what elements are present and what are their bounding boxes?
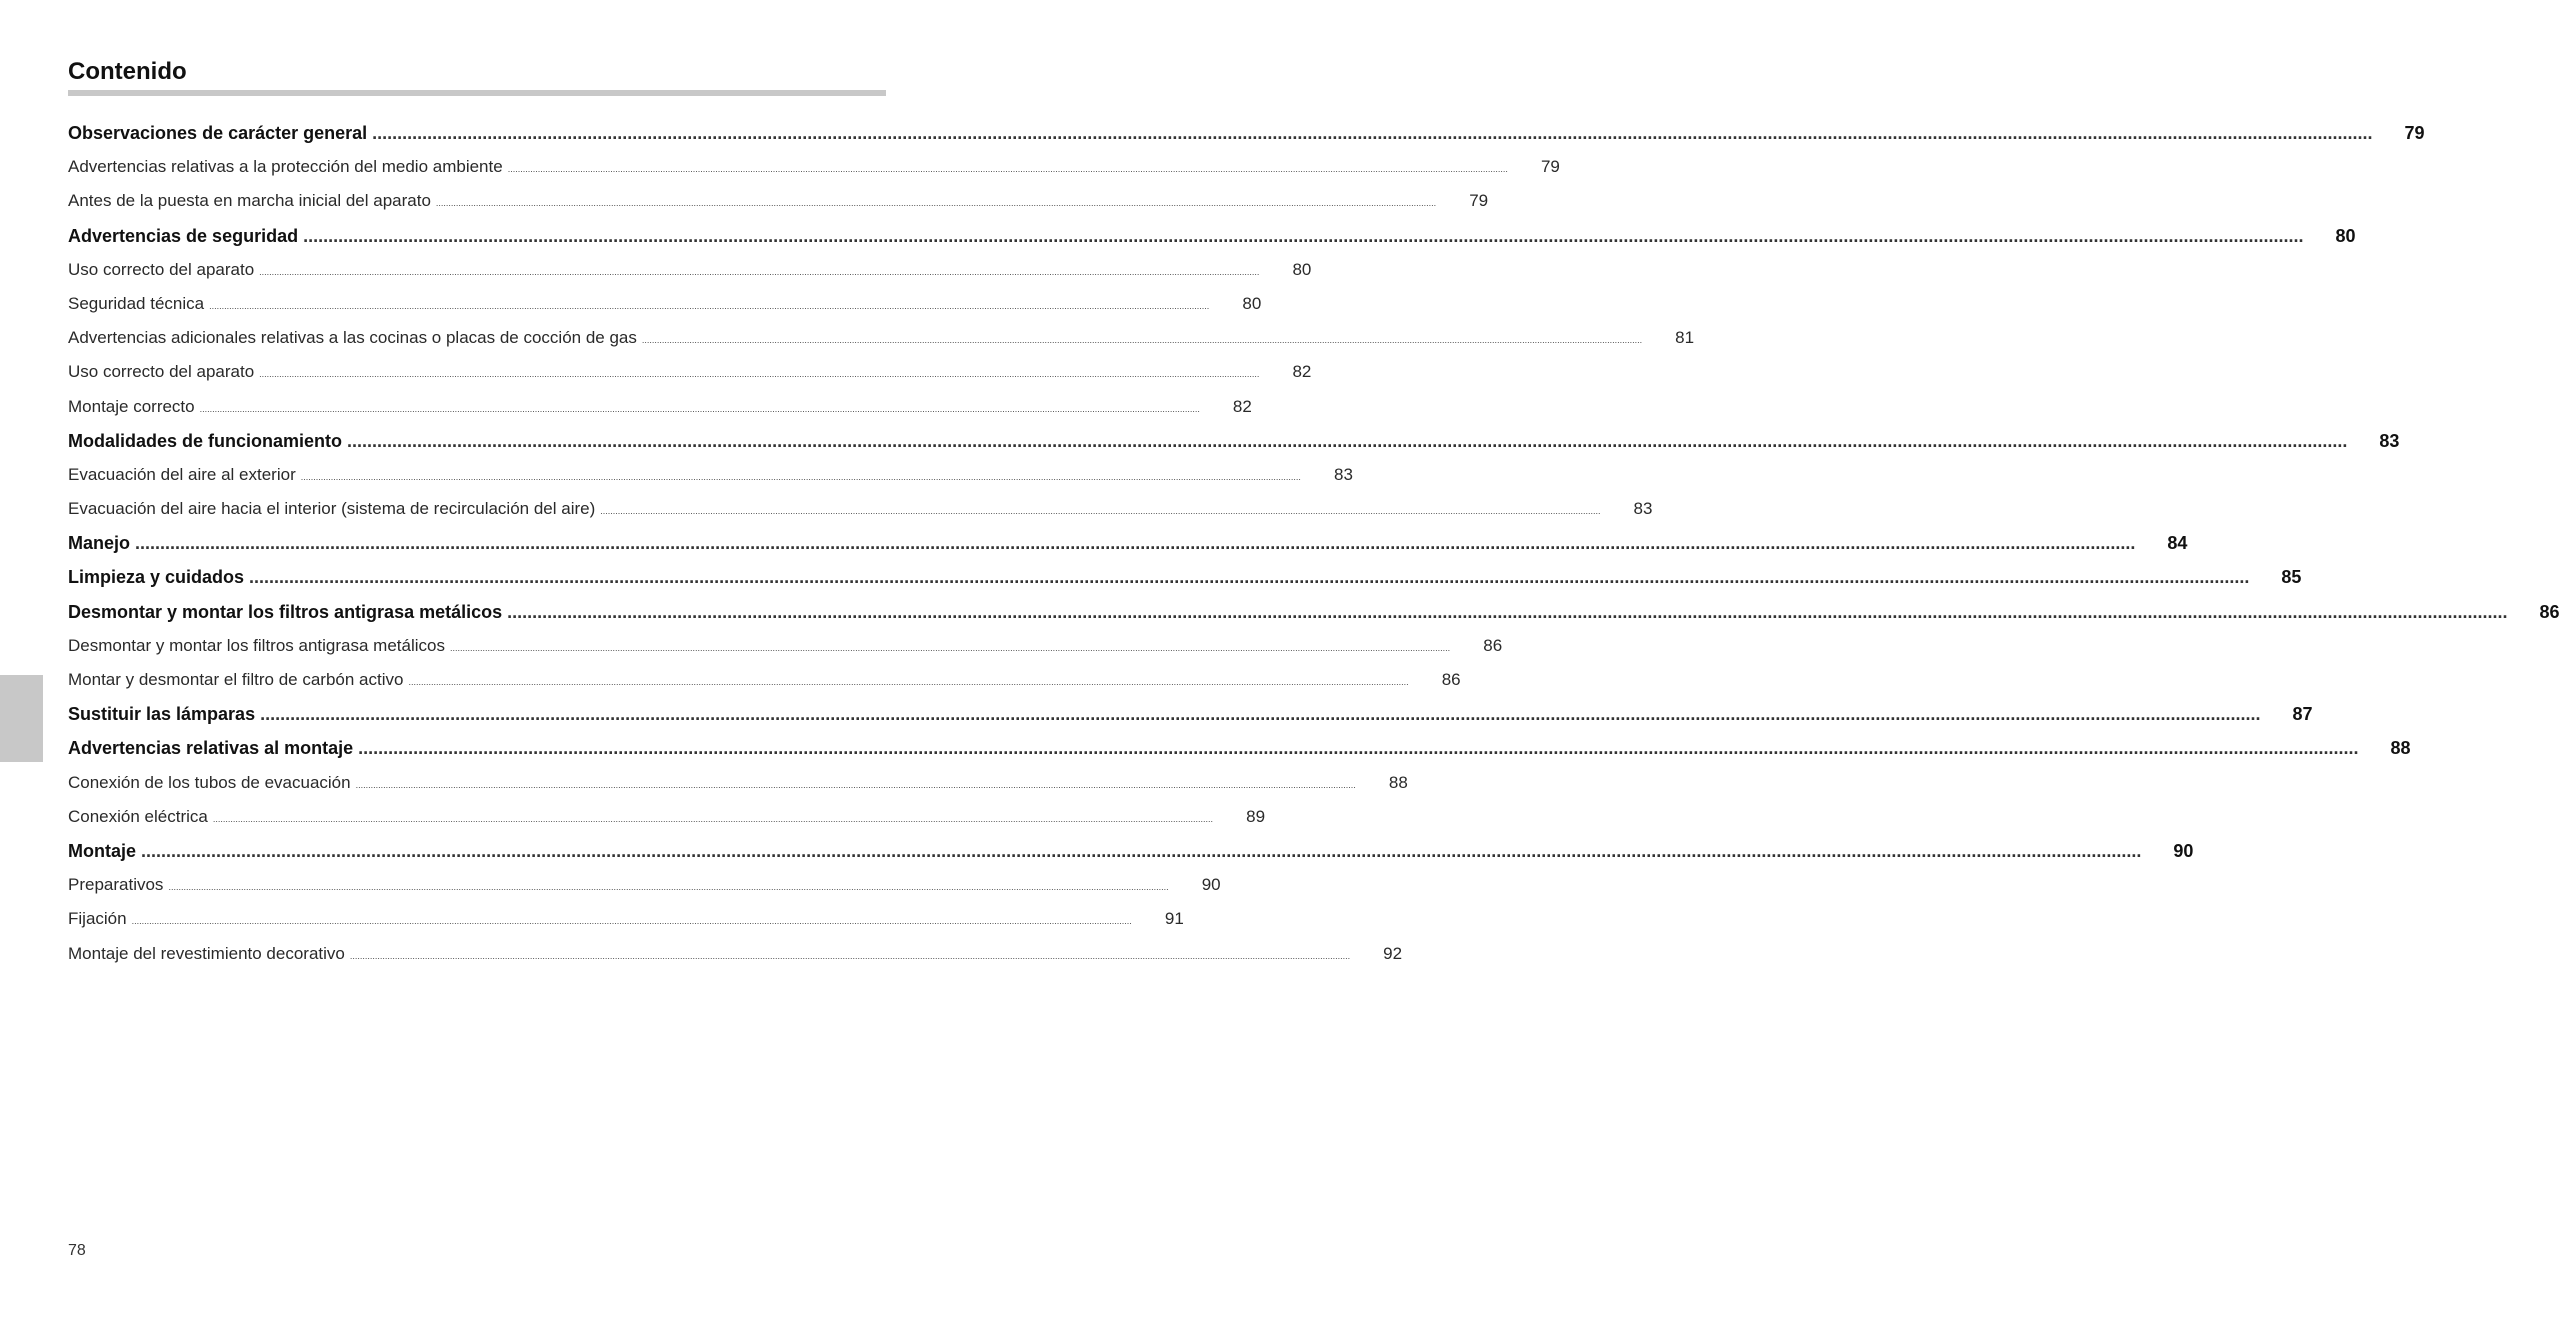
toc-entry-label: Manejo [68, 533, 131, 554]
dot-leader: ................................................................................................................................................................................................................................................................................................................................................................................................................ [349, 950, 1351, 961]
toc-subsection-entry[interactable] [68, 390, 1252, 424]
toc-entry-page: 83 [1334, 464, 1353, 484]
toc-entry-page: 89 [1246, 806, 1266, 826]
dot-leader: ................................................................................................................................................................................................................................................................................................................................................................................................................ [507, 164, 1508, 175]
toc-section-entry[interactable] [68, 834, 2194, 868]
dot-leader: ................................................................................................................................................................................................................................................................................................................................................................................................................ [199, 403, 1200, 414]
toc-subsection-entry[interactable] [68, 663, 1461, 697]
dot-leader: ................................................................................................................................................................................................................................................................................................................................................................................................................ [408, 677, 1409, 687]
dot-leader: ................................................................................................................................................................................................................................................................................................................................................................................................................ [449, 642, 1451, 653]
dot-leader: ................................................................................................................................................................................................................................................................................................................................................................................................................ [372, 123, 2373, 143]
title-rule [68, 90, 886, 96]
toc-entry-page: 88 [1388, 772, 1408, 792]
dot-leader: ................................................................................................................................................................................................................................................................................................................................................................................................................ [131, 916, 1132, 927]
toc-subsection-entry[interactable] [68, 766, 1408, 800]
dot-leader: ................................................................................................................................................................................................................................................................................................................................................................................................................ [249, 567, 2250, 588]
toc-entry-label: Antes de la puesta en marcha inicial del aparato [68, 191, 431, 211]
toc-subsection-entry[interactable] [68, 287, 1262, 321]
toc-entry-page: 79 [1469, 191, 1489, 211]
toc-entry-label: Advertencias de seguridad [68, 225, 299, 246]
toc-entry-label: Evacuación del aire al exterior [68, 464, 296, 484]
toc-section-entry[interactable] [68, 116, 2425, 150]
toc-subsection-entry[interactable] [68, 321, 1695, 355]
toc-entry-label: Seguridad técnica [68, 293, 205, 313]
toc-entry-label: Conexión de los tubos de evacuación [68, 772, 351, 792]
dot-leader: ................................................................................................................................................................................................................................................................................................................................................................................................................ [303, 225, 2304, 246]
toc-subsection-entry[interactable] [68, 355, 1312, 389]
toc-entry-label: Modalidades de funcionamiento [68, 430, 343, 451]
toc-entry-page: 80 [2335, 225, 2356, 246]
toc-subsection-entry[interactable] [68, 629, 1503, 663]
toc-entry-label: Conexión eléctrica [68, 806, 208, 826]
dot-leader: ................................................................................................................................................................................................................................................................................................................................................................................................................ [347, 430, 2348, 451]
footer-page-number: 78 [68, 1242, 86, 1259]
toc-entry-label: Montaje [68, 840, 137, 861]
toc-subsection-entry[interactable] [68, 492, 1653, 526]
page-title: Contenido [68, 58, 187, 85]
toc-section-entry[interactable] [68, 731, 2411, 765]
toc-subsection-entry[interactable] [68, 253, 1312, 287]
dot-leader: ................................................................................................................................................................................................................................................................................................................................................................................................................ [141, 840, 2142, 861]
toc-entry-page: 86 [1483, 635, 1503, 655]
dot-leader: ................................................................................................................................................................................................................................................................................................................................................................................................................ [507, 601, 2508, 622]
toc-entry-page: 80 [1242, 293, 1262, 313]
toc-entry-page: 83 [1633, 499, 1653, 519]
toc-entry-page: 80 [1292, 259, 1312, 279]
dot-leader: ................................................................................................................................................................................................................................................................................................................................................................................................................ [259, 266, 1260, 277]
toc-subsection-entry[interactable] [68, 458, 1353, 492]
toc-subsection-entry[interactable] [68, 902, 1184, 936]
dot-leader: ................................................................................................................................................................................................................................................................................................................................................................................................................ [435, 198, 1437, 209]
toc-entry-page: 82 [1232, 396, 1252, 416]
dot-leader: ................................................................................................................................................................................................................................................................................................................................................................................................................ [259, 369, 1260, 380]
toc-entry-page: 84 [2167, 533, 2188, 554]
toc-entry-page: 87 [2292, 704, 2313, 725]
dot-leader: ................................................................................................................................................................................................................................................................................................................................................................................................................ [168, 882, 1169, 893]
toc-entry-label: Uso correcto del aparato [68, 259, 255, 279]
toc-entry-label: Uso correcto del aparato [68, 362, 255, 382]
toc-section-entry[interactable] [68, 526, 2188, 560]
toc-entry-page: 83 [2379, 430, 2400, 451]
toc-entry-label: Fijación [68, 909, 127, 929]
table-of-contents [68, 116, 2560, 971]
toc-entry-page: 90 [1201, 875, 1221, 895]
toc-entry-label: Evacuación del aire hacia el interior (sistema de recirculación del aire) [68, 499, 596, 519]
toc-entry-label: Advertencias adicionales relativas a las cocinas o placas de cocción de gas [68, 328, 637, 348]
toc-entry-page: 81 [1675, 328, 1695, 348]
toc-subsection-entry[interactable] [68, 937, 1403, 971]
toc-subsection-entry[interactable] [68, 184, 1489, 218]
dot-leader: ................................................................................................................................................................................................................................................................................................................................................................................................................ [641, 335, 1643, 346]
dot-leader: ................................................................................................................................................................................................................................................................................................................................................................................................................ [355, 779, 1356, 790]
toc-section-entry[interactable] [68, 595, 2560, 629]
toc-entry-page: 82 [1292, 362, 1312, 382]
toc-entry-page: 79 [1540, 157, 1560, 177]
toc-section-entry[interactable] [68, 424, 2400, 458]
toc-entry-label: Montaje correcto [68, 396, 195, 416]
dot-leader: ................................................................................................................................................................................................................................................................................................................................................................................................................ [300, 471, 1301, 482]
toc-entry-label: Desmontar y montar los filtros antigrasa metálicos [68, 635, 445, 655]
dot-leader: ................................................................................................................................................................................................................................................................................................................................................................................................................ [135, 533, 2136, 554]
toc-entry-label: Limpieza y cuidados [68, 567, 245, 588]
toc-entry-label: Observaciones de carácter general [68, 123, 368, 143]
toc-subsection-entry[interactable] [68, 800, 1266, 834]
toc-entry-page: 88 [2390, 738, 2411, 759]
toc-entry-page: 90 [2173, 840, 2194, 861]
toc-entry-page: 86 [2539, 601, 2560, 622]
toc-entry-page: 91 [1164, 909, 1184, 929]
dot-leader: ................................................................................................................................................................................................................................................................................................................................................................................................................ [358, 738, 2359, 759]
toc-section-entry[interactable] [68, 560, 2302, 594]
toc-entry-label: Desmontar y montar los filtros antigrasa metálicos [68, 601, 503, 622]
toc-entry-label: Advertencias relativas a la protección del medio ambiente [68, 157, 503, 177]
toc-entry-label: Advertencias relativas al montaje [68, 738, 354, 759]
dot-leader: ................................................................................................................................................................................................................................................................................................................................................................................................................ [600, 506, 1601, 517]
dot-leader: ................................................................................................................................................................................................................................................................................................................................................................................................................ [212, 813, 1214, 824]
side-tab-marker [0, 675, 43, 762]
toc-subsection-entry[interactable] [68, 868, 1221, 902]
dot-leader: ................................................................................................................................................................................................................................................................................................................................................................................................................ [260, 704, 2261, 725]
toc-entry-page: 86 [1441, 670, 1461, 689]
toc-entry-label: Montar y desmontar el filtro de carbón activo [68, 670, 404, 689]
toc-entry-page: 92 [1383, 943, 1403, 963]
dot-leader: ................................................................................................................................................................................................................................................................................................................................................................................................................ [209, 300, 1210, 311]
toc-subsection-entry[interactable] [68, 150, 1560, 184]
toc-entry-page: 85 [2281, 567, 2302, 588]
toc-entry-label: Montaje del revestimiento decorativo [68, 943, 345, 963]
toc-section-entry[interactable] [68, 697, 2313, 731]
toc-entry-label: Sustituir las lámparas [68, 704, 256, 725]
toc-entry-page: 79 [2404, 123, 2425, 143]
toc-section-entry[interactable] [68, 219, 2356, 253]
toc-entry-label: Preparativos [68, 875, 164, 895]
